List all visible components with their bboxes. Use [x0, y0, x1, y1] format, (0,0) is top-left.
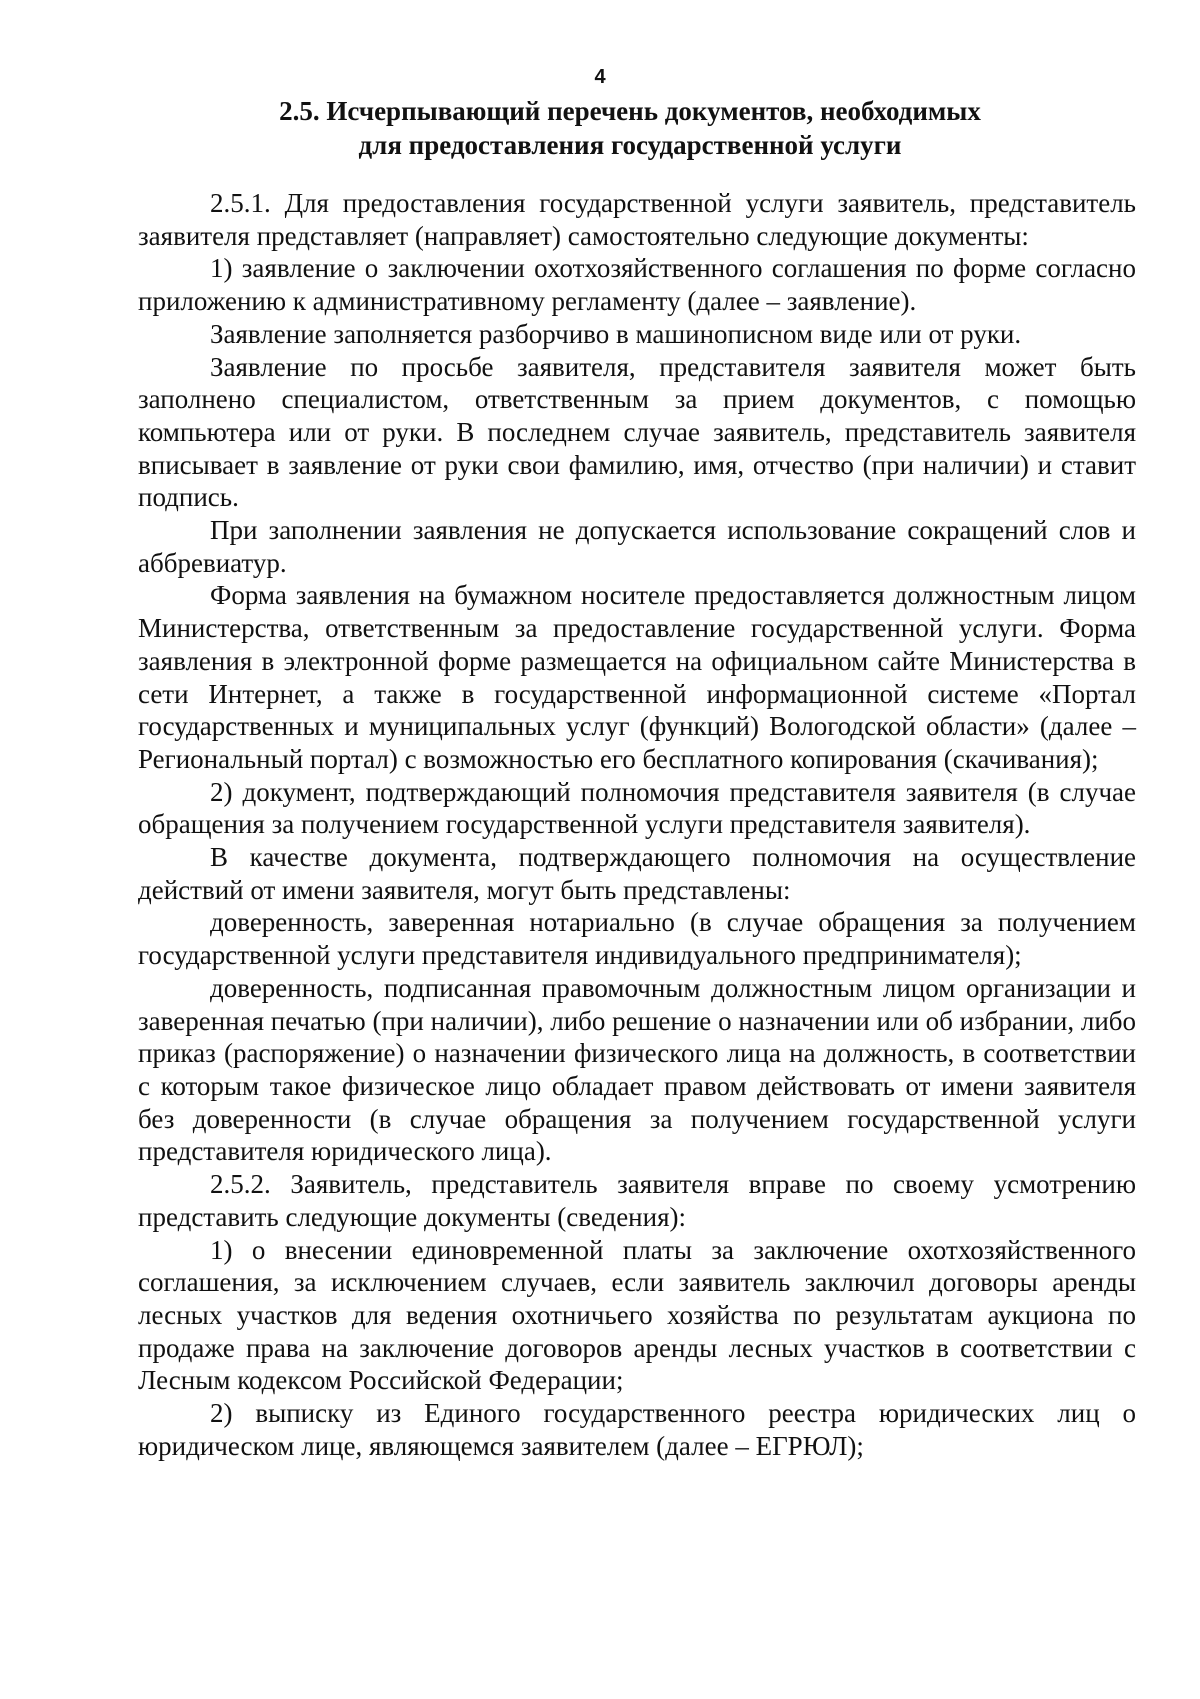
paragraph-item-2-egrul-extract: 2) выписку из Единого государственного реестра юридических лиц о юридическом лице, являющемся заявителем (далее – ЕГРЮЛ);: [138, 1398, 1136, 1461]
paragraph-item-1-application: 1) заявление о заключении охотхозяйственного соглашения по форме согласно приложению к административному регламенту (далее – заявление).: [138, 253, 1136, 317]
paragraph-application-form: Форма заявления на бумажном носителе предоставляется должностным лицом Министерства, ответственным за предоставление государственной услуги. Форма заявления в электронной форме размещается на официальном сайте Министерства в сети Интернет, а также в государственной информационной системе «Портал государственных и муниципальных услуг (функций) Вологодской области» (далее – Региональный портал) с возможностью его бесплатного копирования (скачивания);: [138, 580, 1136, 774]
paragraph-signed-power-of-attorney: доверенность, подписанная правомочным должностным лицом организации и заверенная печатью (при наличии), либо решение о назначении или об избрании, либо приказ (распоряжение) о назначении физического лица на должность, в соответствии с которым такое физическое лицо обладает правом действовать от имени заявителя без доверенности (в случае обращения за получением государственной услуги представителя юридического лица).: [138, 972, 1136, 1167]
paragraph-application-filled: Заявление заполняется разборчиво в машинописном виде или от руки.: [210, 318, 1022, 349]
section-heading-line-2: для предоставления государственной услуги: [358, 130, 902, 160]
page-number: 4: [594, 66, 606, 88]
paragraph-no-abbreviations: При заполнении заявления не допускается использование сокращений слов и аббревиатур.: [138, 515, 1136, 578]
paragraph-item-2-authority-document: 2) документ, подтверждающий полномочия представителя заявителя (в случае обращения за получением государственной услуги представителя заявителя).: [138, 776, 1136, 840]
document-body: [138, 187, 1136, 1462]
paragraph-2-5-1: 2.5.1. Для предоставления государственной услуги заявитель, представитель заявителя представляет (направляет) самостоятельно следующие документы:: [138, 188, 1136, 251]
paragraph-notarized-power-of-attorney: доверенность, заверенная нотариально (в случае обращения за получением государственной услуги представителя индивидуального предпринимателя);: [138, 907, 1136, 971]
paragraph-authority-documents-intro: В качестве документа, подтверждающего полномочия на осуществление действий от имени заявителя, могут быть представлены:: [138, 842, 1136, 905]
paragraph-2-5-2: 2.5.2. Заявитель, представитель заявителя вправе по своему усмотрению представить следующие документы (сведения):: [138, 1169, 1136, 1232]
section-heading-line-1: 2.5. Исчерпывающий перечень документов, необходимых: [279, 96, 981, 126]
section-heading: [200, 94, 1060, 162]
paragraph-application-by-request: Заявление по просьбе заявителя, представителя заявителя может быть заполнено специалистом, ответственным за прием документов, с помощью компьютера или от руки. В последнем случае заявитель, представитель заявителя вписывает в заявление от руки свои фамилию, имя, отчество (при наличии) и ставит подпись.: [138, 351, 1136, 513]
paragraph-item-1-one-time-fee: 1) о внесении единовременной платы за заключение охотхозяйственного соглашения, за исключением случаев, если заявитель заключил договоры аренды лесных участков для ведения охотничьего хозяйства по результатам аукциона по продаже права на заключение договоров аренды лесных участков в соответствии с Лесным кодексом Российской Федерации;: [138, 1234, 1136, 1396]
